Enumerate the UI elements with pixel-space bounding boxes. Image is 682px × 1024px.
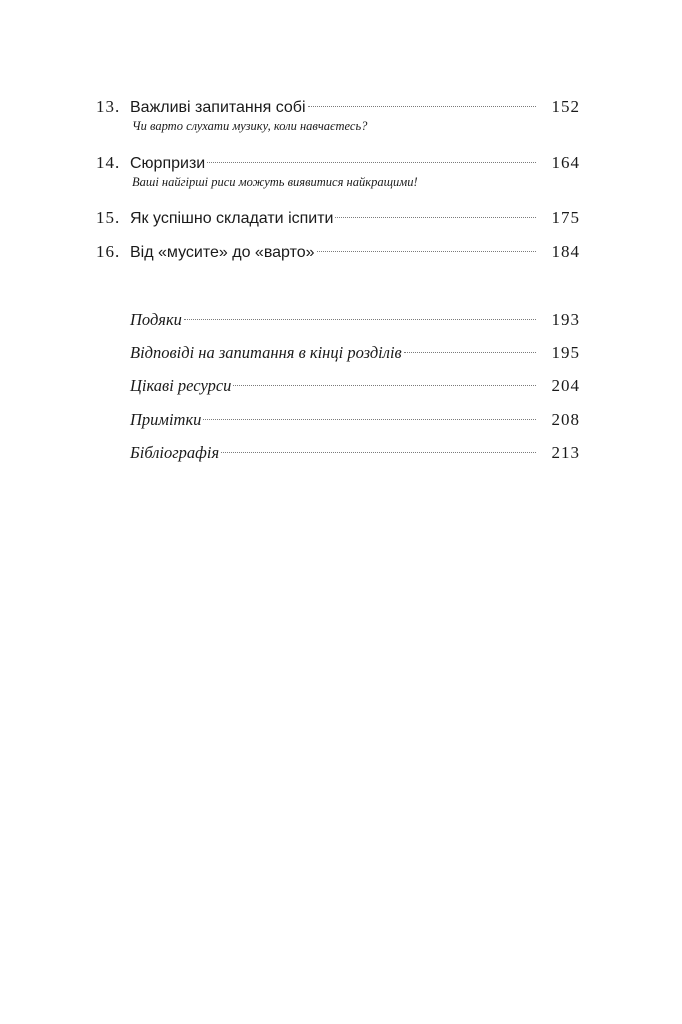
toc-line [130, 96, 580, 118]
toc-entry-notes [96, 409, 580, 431]
toc-line [130, 442, 580, 464]
dot-leader [335, 216, 536, 218]
page-number: 164 [551, 153, 580, 172]
dot-leader [203, 418, 536, 420]
toc-line [130, 152, 580, 174]
dot-leader [207, 161, 536, 163]
dot-leader [184, 318, 536, 320]
section-title: Бібліографія [130, 443, 220, 462]
toc-entry-bibliography [96, 442, 580, 464]
page-number: 175 [551, 208, 580, 227]
toc-entry-chapter-14 [96, 152, 580, 174]
dot-leader [221, 451, 536, 453]
page-number: 208 [551, 410, 580, 429]
page-number: 213 [551, 443, 580, 462]
toc-entry-chapter-15 [96, 207, 580, 229]
toc-line [130, 207, 580, 229]
toc-line [130, 409, 580, 431]
toc-entry-answers [96, 342, 580, 364]
toc-line [130, 309, 580, 331]
page-number: 195 [551, 343, 580, 362]
chapter-title: Від «мусите» до «варто» [130, 244, 315, 261]
chapter-subtitle: Ваші найгірші риси можуть виявитися найкращими! [132, 175, 418, 189]
page-number: 152 [551, 97, 580, 116]
toc-line [130, 375, 580, 397]
dot-leader [233, 384, 536, 386]
page-number: 204 [551, 376, 580, 395]
chapter-title: Сюрпризи [130, 155, 206, 172]
section-title: Подяки [130, 310, 182, 329]
section-title: Відповіді на запитання в кінці розділів [130, 343, 402, 362]
toc-line [130, 342, 580, 364]
dot-leader [317, 250, 536, 252]
dot-leader [308, 105, 536, 107]
toc-entry-resources [96, 375, 580, 397]
section-title: Цікаві ресурси [130, 376, 232, 395]
chapter-title: Важливі запитання собі [130, 99, 306, 116]
toc-line [130, 241, 580, 263]
chapter-number: 16. [96, 242, 121, 261]
chapter-subtitle: Чи варто слухати музику, коли навчаєтесь? [132, 119, 368, 133]
dot-leader [404, 351, 536, 353]
chapter-title: Як успішно складати іспити [130, 210, 334, 227]
chapter-number: 15. [96, 208, 121, 227]
chapter-number: 13. [96, 97, 121, 116]
page-number: 184 [551, 242, 580, 261]
toc-entry-chapter-16 [96, 241, 580, 263]
chapter-number: 14. [96, 153, 121, 172]
toc-entry-chapter-13 [96, 96, 580, 118]
section-title: Примітки [130, 410, 202, 429]
page-number: 193 [551, 310, 580, 329]
toc-entry-acknowledgements [96, 309, 580, 331]
